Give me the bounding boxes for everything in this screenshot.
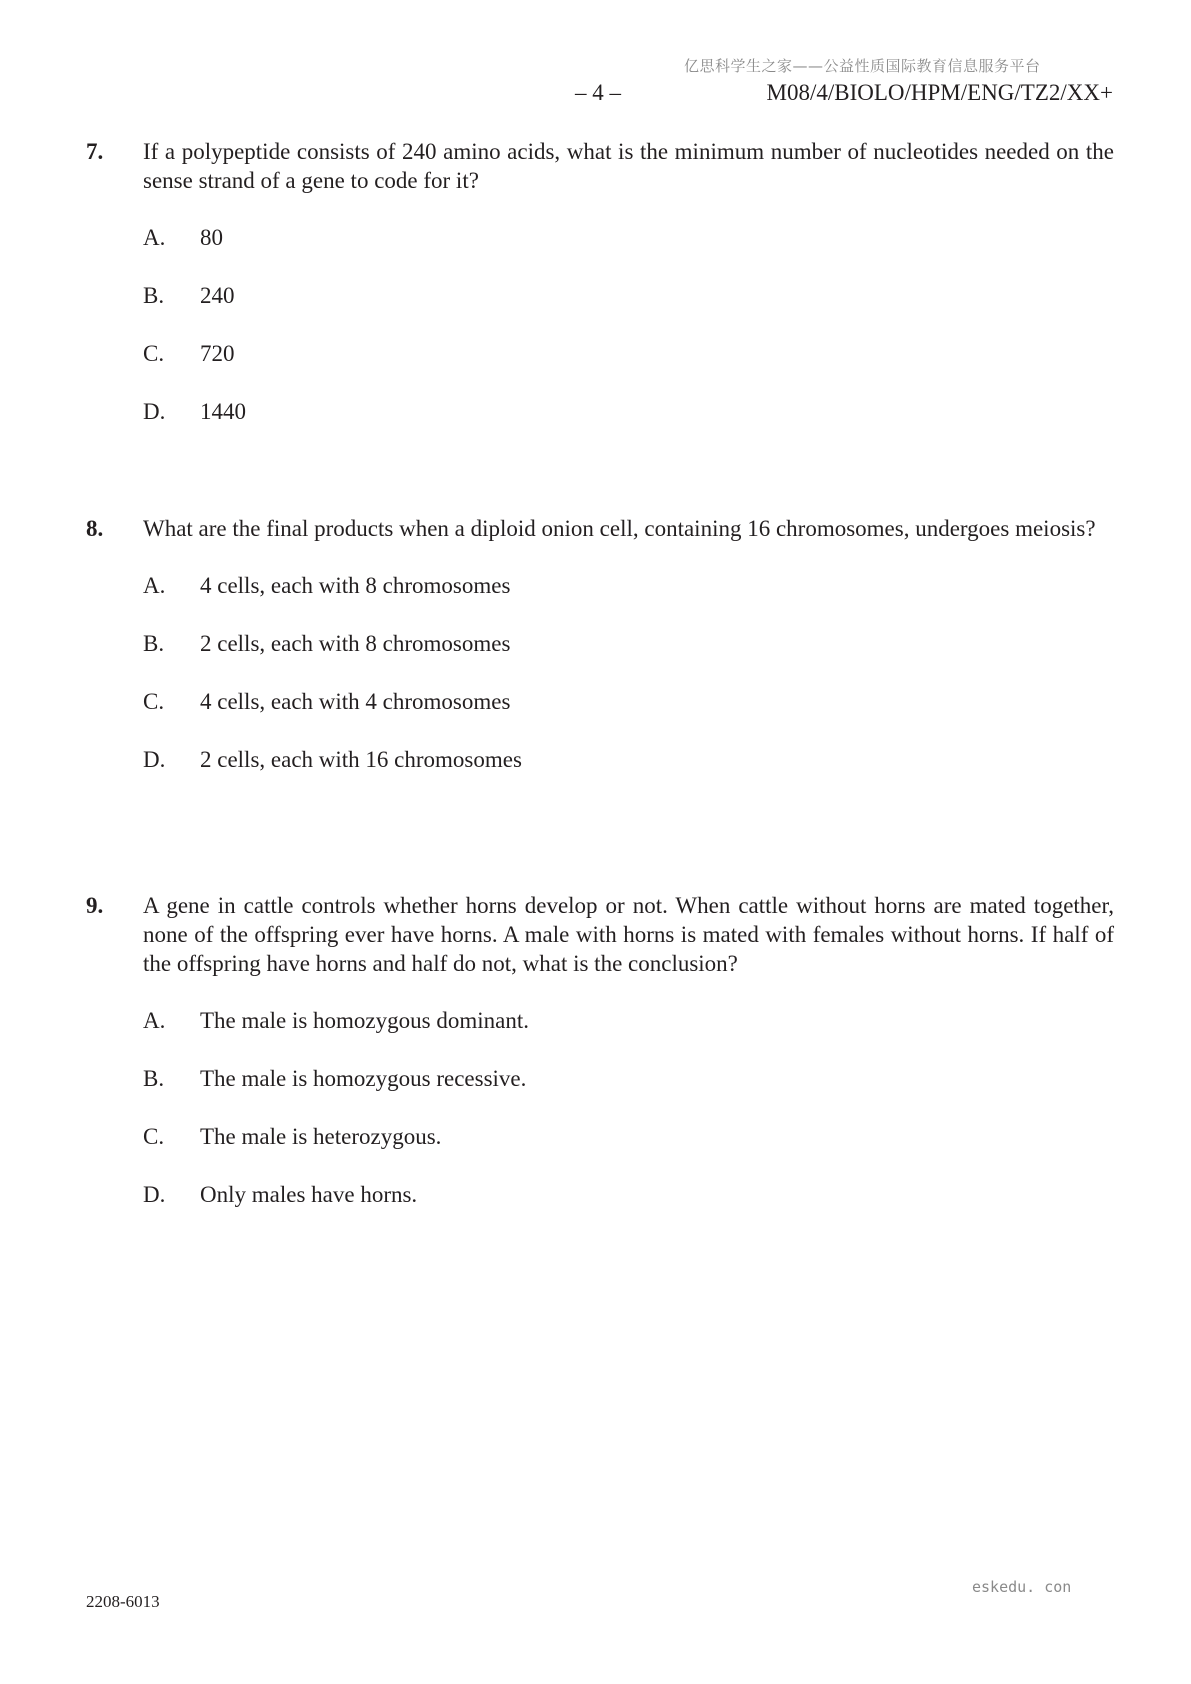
question-9: [86, 891, 1114, 1238]
option-text: The male is homozygous dominant.: [200, 1008, 529, 1033]
option-letter: C.: [143, 689, 165, 714]
option-a[interactable]: [143, 1006, 1114, 1035]
answer-options: [143, 1006, 1114, 1209]
option-text: 4 cells, each with 8 chromosomes: [200, 573, 511, 598]
question-number: 8.: [86, 516, 104, 541]
option-c[interactable]: [143, 1122, 1114, 1151]
footer-code: 2208-6013: [86, 1592, 160, 1611]
option-letter: C.: [143, 341, 165, 366]
option-a[interactable]: [143, 571, 1114, 600]
option-letter: A.: [143, 1008, 166, 1033]
question-number: 9.: [86, 893, 104, 918]
option-b[interactable]: [143, 281, 1114, 310]
option-d[interactable]: [143, 397, 1114, 426]
option-b[interactable]: [143, 629, 1114, 658]
paper-code: M08/4/BIOLO/HPM/ENG/TZ2/XX+: [766, 80, 1113, 105]
option-text: 2 cells, each with 8 chromosomes: [200, 631, 511, 656]
option-text: The male is heterozygous.: [200, 1124, 442, 1149]
option-text: 720: [200, 341, 235, 366]
option-text: Only males have horns.: [200, 1182, 418, 1207]
option-text: 2 cells, each with 16 chromosomes: [200, 747, 522, 772]
page-number: – 4 –: [575, 80, 621, 105]
option-letter: B.: [143, 283, 165, 308]
question-text: A gene in cattle controls whether horns develop or not. When cattle without horns are mated together, none of the offspring ever have horns. A male with horns is mated with females without horns. If half of the offspring have horns and half do not, what is the conclusion?: [143, 893, 1114, 976]
answer-options: [143, 571, 1114, 774]
option-d[interactable]: [143, 1180, 1114, 1209]
option-text: The male is homozygous recessive.: [200, 1066, 527, 1091]
answer-options: [143, 223, 1114, 426]
option-b[interactable]: [143, 1064, 1114, 1093]
option-a[interactable]: [143, 223, 1114, 252]
option-d[interactable]: [143, 745, 1114, 774]
question-8: [86, 514, 1114, 803]
option-c[interactable]: [143, 339, 1114, 368]
option-letter: D.: [143, 1182, 166, 1207]
option-letter: B.: [143, 631, 165, 656]
option-letter: C.: [143, 1124, 165, 1149]
option-text: 80: [200, 225, 223, 250]
question-7: [86, 137, 1114, 455]
option-text: 1440: [200, 399, 246, 424]
footer-watermark: eskedu. con: [972, 1578, 1072, 1596]
option-c[interactable]: [143, 687, 1114, 716]
option-text: 240: [200, 283, 235, 308]
option-letter: B.: [143, 1066, 165, 1091]
question-text: What are the final products when a diploid onion cell, containing 16 chromosomes, undergoes meiosis?: [143, 516, 1096, 541]
option-letter: A.: [143, 573, 166, 598]
option-letter: D.: [143, 747, 166, 772]
question-number: 7.: [86, 139, 104, 164]
option-letter: A.: [143, 225, 166, 250]
option-letter: D.: [143, 399, 166, 424]
question-text: If a polypeptide consists of 240 amino acids, what is the minimum number of nucleotides needed on the sense strand of a gene to code for it?: [143, 139, 1114, 193]
option-text: 4 cells, each with 4 chromosomes: [200, 689, 511, 714]
header-watermark: 亿思科学生之家——公益性质国际教育信息服务平台: [684, 57, 1041, 75]
